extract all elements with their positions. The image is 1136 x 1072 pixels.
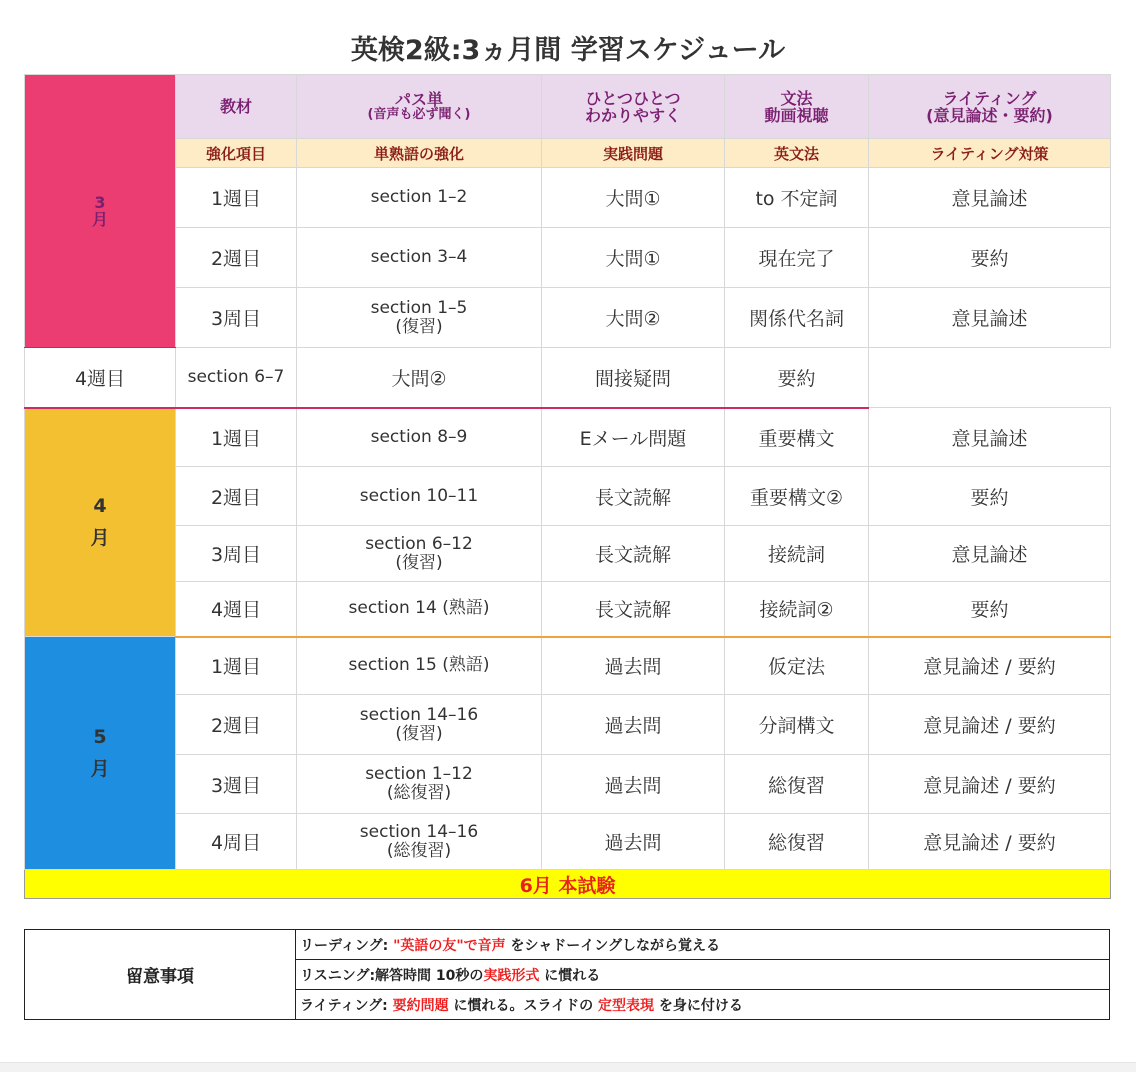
col-pass-tan: パス単 (音声も必ず聞く) xyxy=(297,75,542,139)
month-unit: 月 xyxy=(91,210,108,229)
month-label-march xyxy=(25,75,176,348)
month-unit: 月 xyxy=(90,527,110,550)
table-row xyxy=(25,168,1111,228)
week-label: 2週目 xyxy=(176,695,297,755)
table-row xyxy=(25,637,1111,695)
practice-cell: 大問① xyxy=(542,168,725,228)
week-label: 3周目 xyxy=(176,526,297,582)
week-label: 4周目 xyxy=(176,814,297,870)
month-number: 3 xyxy=(94,193,106,212)
week-label: 4週目 xyxy=(176,582,297,637)
vocab-cell: section 1–2 xyxy=(297,168,542,228)
writing-cell: 要約 xyxy=(869,228,1111,288)
note-reading: リーディング: "英語の友"で音声 をシャドーイングしながら覚える xyxy=(296,930,1110,960)
writing-cell: 意見論述 / 要約 xyxy=(869,755,1111,814)
week-label: 2週目 xyxy=(176,228,297,288)
practice-cell: 過去問 xyxy=(542,695,725,755)
grammar-cell: 関係代名詞 xyxy=(725,288,869,348)
writing-cell: 意見論述 / 要約 xyxy=(869,695,1111,755)
vocab-cell: section 6–7 xyxy=(176,348,297,408)
month-unit: 月 xyxy=(90,758,110,780)
practice-cell: 長文読解 xyxy=(542,526,725,582)
exam-banner: 6月 本試験 xyxy=(25,870,1111,899)
focus-grammar: 英文法 xyxy=(725,139,869,168)
col-grammar-video: 文法 動画視聴 xyxy=(725,75,869,139)
vocab-cell: section 6–12 (復習) xyxy=(297,526,542,582)
writing-cell: 意見論述 xyxy=(869,288,1111,348)
grammar-cell: 総復習 xyxy=(725,814,869,870)
focus-label: 強化項目 xyxy=(176,139,297,168)
grammar-cell: 接続詞 xyxy=(725,526,869,582)
vocab-cell: section 10–11 xyxy=(297,467,542,526)
notes-label: 留意事項 xyxy=(25,930,296,1020)
week-label: 3周目 xyxy=(176,288,297,348)
writing-cell: 意見論述 / 要約 xyxy=(869,814,1111,870)
week-label: 4週目 xyxy=(25,348,176,408)
grammar-cell: 総復習 xyxy=(725,755,869,814)
writing-cell: 要約 xyxy=(869,467,1111,526)
writing-cell: 意見論述 xyxy=(869,408,1111,467)
table-row xyxy=(25,582,1111,637)
table-row xyxy=(25,695,1111,755)
page-title: 英検2級:3ヵ月間 学習スケジュール xyxy=(350,35,786,66)
note-listening: リスニング:解答時間 10秒の実践形式 に慣れる xyxy=(296,960,1110,990)
grammar-cell: 仮定法 xyxy=(725,637,869,695)
month-label-may xyxy=(25,637,176,870)
table-row xyxy=(25,467,1111,526)
week-label: 1週目 xyxy=(176,168,297,228)
practice-cell: 過去問 xyxy=(542,755,725,814)
writing-cell: 要約 xyxy=(725,348,869,408)
practice-cell: Eメール問題 xyxy=(542,408,725,467)
practice-cell: 過去問 xyxy=(542,814,725,870)
vocab-cell: section 8–9 xyxy=(297,408,542,467)
practice-cell: 大問② xyxy=(542,288,725,348)
practice-cell: 長文読解 xyxy=(542,467,725,526)
grammar-cell: 重要構文② xyxy=(725,467,869,526)
table-row xyxy=(25,814,1111,870)
table-row xyxy=(25,348,1111,408)
table-row xyxy=(25,526,1111,582)
col-hitotsu: ひとつひとつ わかりやすく xyxy=(542,75,725,139)
col-writing: ライティング (意見論述・要約) xyxy=(869,75,1111,139)
practice-cell: 長文読解 xyxy=(542,582,725,637)
vocab-cell: section 14 (熟語) xyxy=(297,582,542,637)
vocab-cell: section 1–5 (復習) xyxy=(297,288,542,348)
schedule-table xyxy=(24,74,1111,899)
focus-writing: ライティング対策 xyxy=(869,139,1111,168)
focus-practice: 実践問題 xyxy=(542,139,725,168)
note-writing: ライティング: 要約問題 に慣れる。スライドの 定型表現 を身に付ける xyxy=(296,990,1110,1020)
practice-cell: 大問② xyxy=(297,348,542,408)
practice-cell: 大問① xyxy=(542,228,725,288)
vocab-cell: section 3–4 xyxy=(297,228,542,288)
month-label-april xyxy=(25,408,176,637)
writing-cell: 意見論述 / 要約 xyxy=(869,637,1111,695)
month-number: 4 xyxy=(93,495,107,518)
vocab-cell: section 1–12 (総復習) xyxy=(297,755,542,814)
table-row xyxy=(25,755,1111,814)
focus-vocab: 単熟語の強化 xyxy=(297,139,542,168)
week-label: 1週目 xyxy=(176,408,297,467)
vocab-cell: section 14–16 (復習) xyxy=(297,695,542,755)
grammar-cell: 分詞構文 xyxy=(725,695,869,755)
notes-table xyxy=(24,929,1110,1020)
grammar-cell: 間接疑問 xyxy=(542,348,725,408)
practice-cell: 過去問 xyxy=(542,637,725,695)
table-row xyxy=(25,408,1111,467)
vocab-cell: section 15 (熟語) xyxy=(297,637,542,695)
table-row xyxy=(25,288,1111,348)
grammar-cell: 現在完了 xyxy=(725,228,869,288)
month-number: 5 xyxy=(93,726,107,748)
week-label: 2週目 xyxy=(176,467,297,526)
table-row xyxy=(25,228,1111,288)
grammar-cell: 接続詞② xyxy=(725,582,869,637)
week-label: 3週目 xyxy=(176,755,297,814)
week-label: 1週目 xyxy=(176,637,297,695)
writing-cell: 意見論述 xyxy=(869,168,1111,228)
writing-cell: 要約 xyxy=(869,582,1111,637)
writing-cell: 意見論述 xyxy=(869,526,1111,582)
vocab-cell: section 14–16 (総復習) xyxy=(297,814,542,870)
materials-label: 教材 xyxy=(176,75,297,139)
grammar-cell: 重要構文 xyxy=(725,408,869,467)
grammar-cell: to 不定詞 xyxy=(725,168,869,228)
